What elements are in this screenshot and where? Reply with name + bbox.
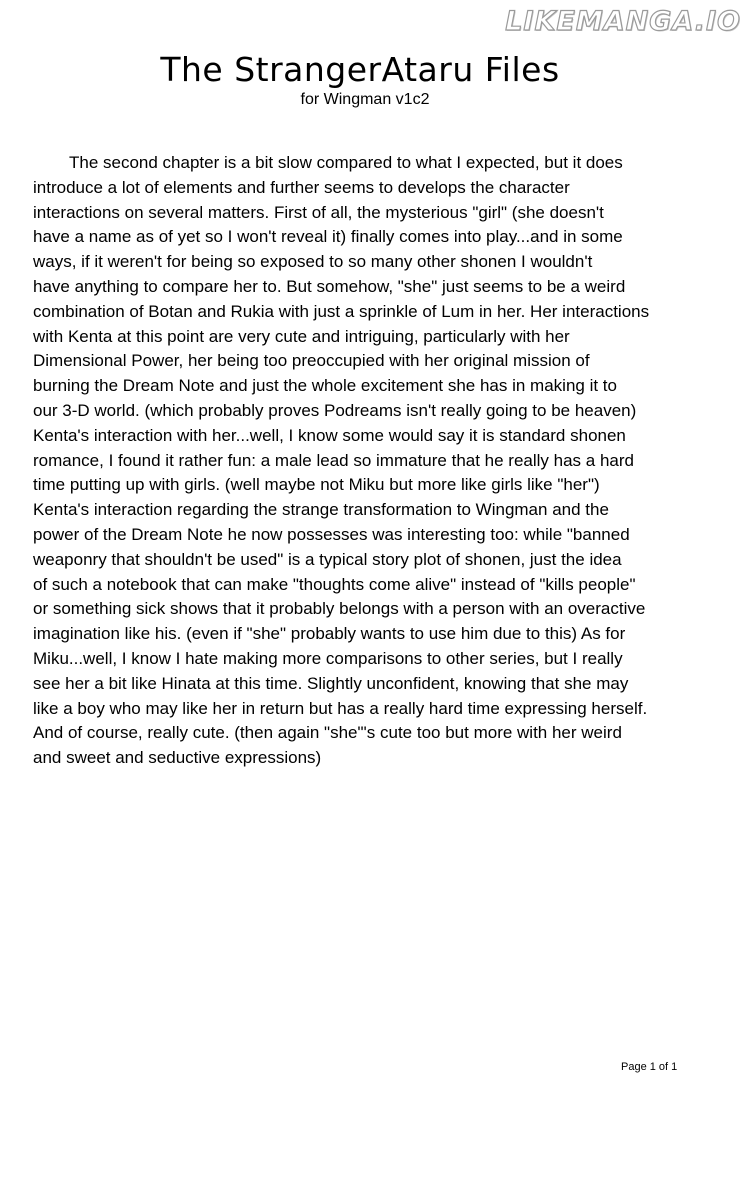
- body-line: ways, if it weren't for being so exposed to so many other shonen I wouldn't: [33, 252, 593, 272]
- body-line: imagination like his. (even if "she" probably wants to use him due to this) As for: [33, 624, 626, 644]
- body-line: of such a notebook that can make "thoughts come alive" instead of "kills people": [33, 574, 636, 594]
- body-line: and sweet and seductive expressions): [33, 748, 322, 768]
- body-line: interactions on several matters. First of all, the mysterious "girl" (she doesn't: [33, 202, 604, 222]
- body-line: have a name as of yet so I won't reveal it) finally comes into play...and in some: [33, 227, 623, 247]
- watermark-logo: LIKEMANGA.IO: [505, 6, 741, 37]
- body-line: burning the Dream Note and just the whole excitement she has in making it to: [33, 376, 617, 396]
- body-line: have anything to compare her to. But somehow, "she" just seems to be a weird: [33, 276, 626, 296]
- document-subtitle: for Wingman v1c2: [300, 91, 430, 108]
- body-line: like a boy who may like her in return but has a really hard time expressing herself.: [33, 698, 648, 718]
- body-line: Miku...well, I know I hate making more comparisons to other series, but I really: [33, 648, 623, 668]
- body-line: Kenta's interaction regarding the strange transformation to Wingman and the: [33, 500, 609, 520]
- body-line: weaponry that shouldn't be used" is a typical story plot of shonen, just the idea: [33, 549, 622, 569]
- body-line: or something sick shows that it probably belongs with a person with an overactive: [33, 599, 646, 619]
- body-line: The second chapter is a bit slow compared to what I expected, but it does: [69, 153, 623, 172]
- document-body: [33, 151, 725, 771]
- body-line: see her a bit like Hinata at this time. Slightly unconfident, knowing that she may: [33, 673, 629, 693]
- body-line: power of the Dream Note he now possesses was interesting too: while "banned: [33, 524, 630, 544]
- body-line: time putting up with girls. (well maybe not Miku but more like girls like "her"): [33, 475, 600, 495]
- body-line: our 3-D world. (which probably proves Podreams isn't really going to be heaven): [33, 400, 637, 420]
- document-title: The StrangerAtaru Files: [160, 50, 560, 89]
- page-number: Page 1 of 1: [621, 1061, 678, 1073]
- body-line: Dimensional Power, her being too preoccupied with her original mission of: [33, 351, 590, 371]
- body-line: Kenta's interaction with her...well, I know some would say it is standard shonen: [33, 425, 626, 445]
- body-line: romance, I found it rather fun: a male lead so immature that he really has a hard: [33, 450, 634, 470]
- body-line: combination of Botan and Rukia with just a sprinkle of Lum in her. Her interactions: [33, 301, 650, 321]
- body-line: with Kenta at this point are very cute and intriguing, particularly with her: [33, 326, 570, 346]
- body-line: introduce a lot of elements and further seems to develops the character: [33, 177, 570, 197]
- body-line: And of course, really cute. (then again "she"'s cute too but more with her weird: [33, 723, 622, 743]
